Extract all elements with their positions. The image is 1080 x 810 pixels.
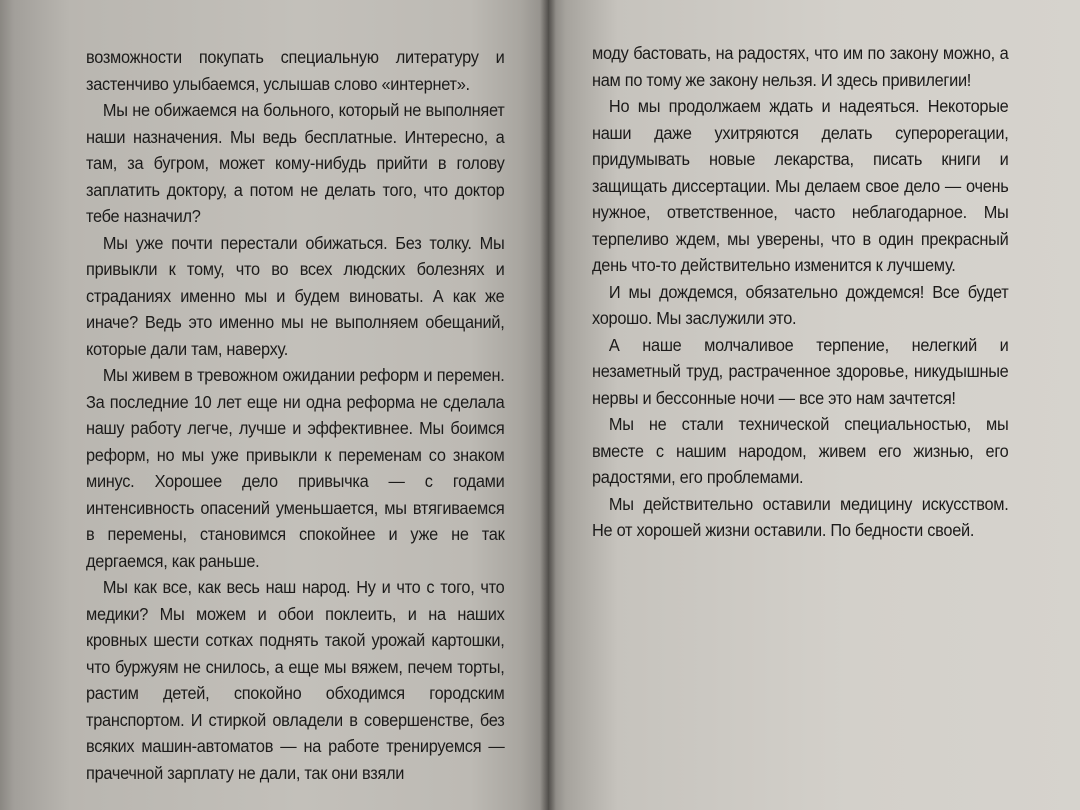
left-paragraph-2: Мы не обижаемся на больного, который не выполняет наши назначения. Мы ведь бесплатные. Интересно, а там, за бугром, может кому-нибудь прийти в голову заплатить доктору, а потом не делать того, что доктор тебе назначил? (86, 100, 505, 226)
left-paragraph-1: возможности покупать специальную литературу и застенчиво улыбаемся, услышав слово «интернет». (86, 47, 505, 94)
right-paragraph-6: Мы действительно оставили медицину искусством. Не от хорошей жизни оставили. По бедности своей. (592, 493, 1009, 540)
left-paragraph-4: Мы живем в тревожном ожидании реформ и перемен. За последние 10 лет еще ни одна реформа не сделала нашу работу легче, лучше и эффективнее. Мы боимся реформ, но мы уже привыкли к переменам со знаком минус. Хорошее дело привычка — с годами интенсивность опасений уменьшается, мы втягиваемся в перемены, становимся спокойнее и уже не так дергаемся, как раньше. (86, 365, 505, 571)
right-page (548, 0, 1080, 810)
right-paragraph-4: А наше молчаливое терпение, нелегкий и незаметный труд, растраченное здоровье, никудышные нервы и бессонные ночи — все это нам зачтется! (592, 334, 1009, 408)
right-paragraph-5: Мы не стали технической специальностью, мы вместе с нашим народом, живем его жизнью, его радостями, его проблемами. (592, 414, 1009, 487)
book-gutter (540, 0, 556, 810)
right-paragraph-2: Но мы продолжаем ждать и надеяться. Некоторые наши даже ухитряются делать суперoperации, придумывать новые лекарства, писать книги и защищать диссертации. Мы делаем свое дело — очень нужное, ответственное, часто неблагодарное. Мы терпеливо ждем, мы уверены, что в один прекрасный день что-то действительно изменится к лучшему. (592, 96, 1009, 275)
left-paragraph-5: Мы как все, как весь наш народ. Ну и что с того, что медики? Мы можем и обои поклеить, и на наших кровных шести сотках поднять такой урожай картошки, что буржуям не снилось, а еще мы вяжем, печем торты, растим детей, спокойно обходимся городским транспортом. И стиркой овладели в совершенстве, без всяких машин-автоматов — на работе тренируемся — прачечной зарплату не дали, так они взяли (86, 577, 505, 783)
left-paragraph-3: Мы уже почти перестали обижаться. Без толку. Мы привыкли к тому, что во всех людских болезнях и страданиях именно мы и будем виноваты. А как же иначе? Ведь это именно мы не выполняем обещаний, которые дали там, наверху. (86, 232, 505, 359)
right-paragraph-1: моду бастовать, на радостях, что им по закону можно, а нам по тому же закону нельзя. И здесь привилегии! (592, 43, 1009, 90)
left-page-text (86, 44, 506, 786)
right-page-text (592, 40, 1010, 544)
right-paragraph-3: И мы дождемся, обязательно дождемся! Все будет хорошо. Мы заслужили это. (592, 281, 1009, 328)
